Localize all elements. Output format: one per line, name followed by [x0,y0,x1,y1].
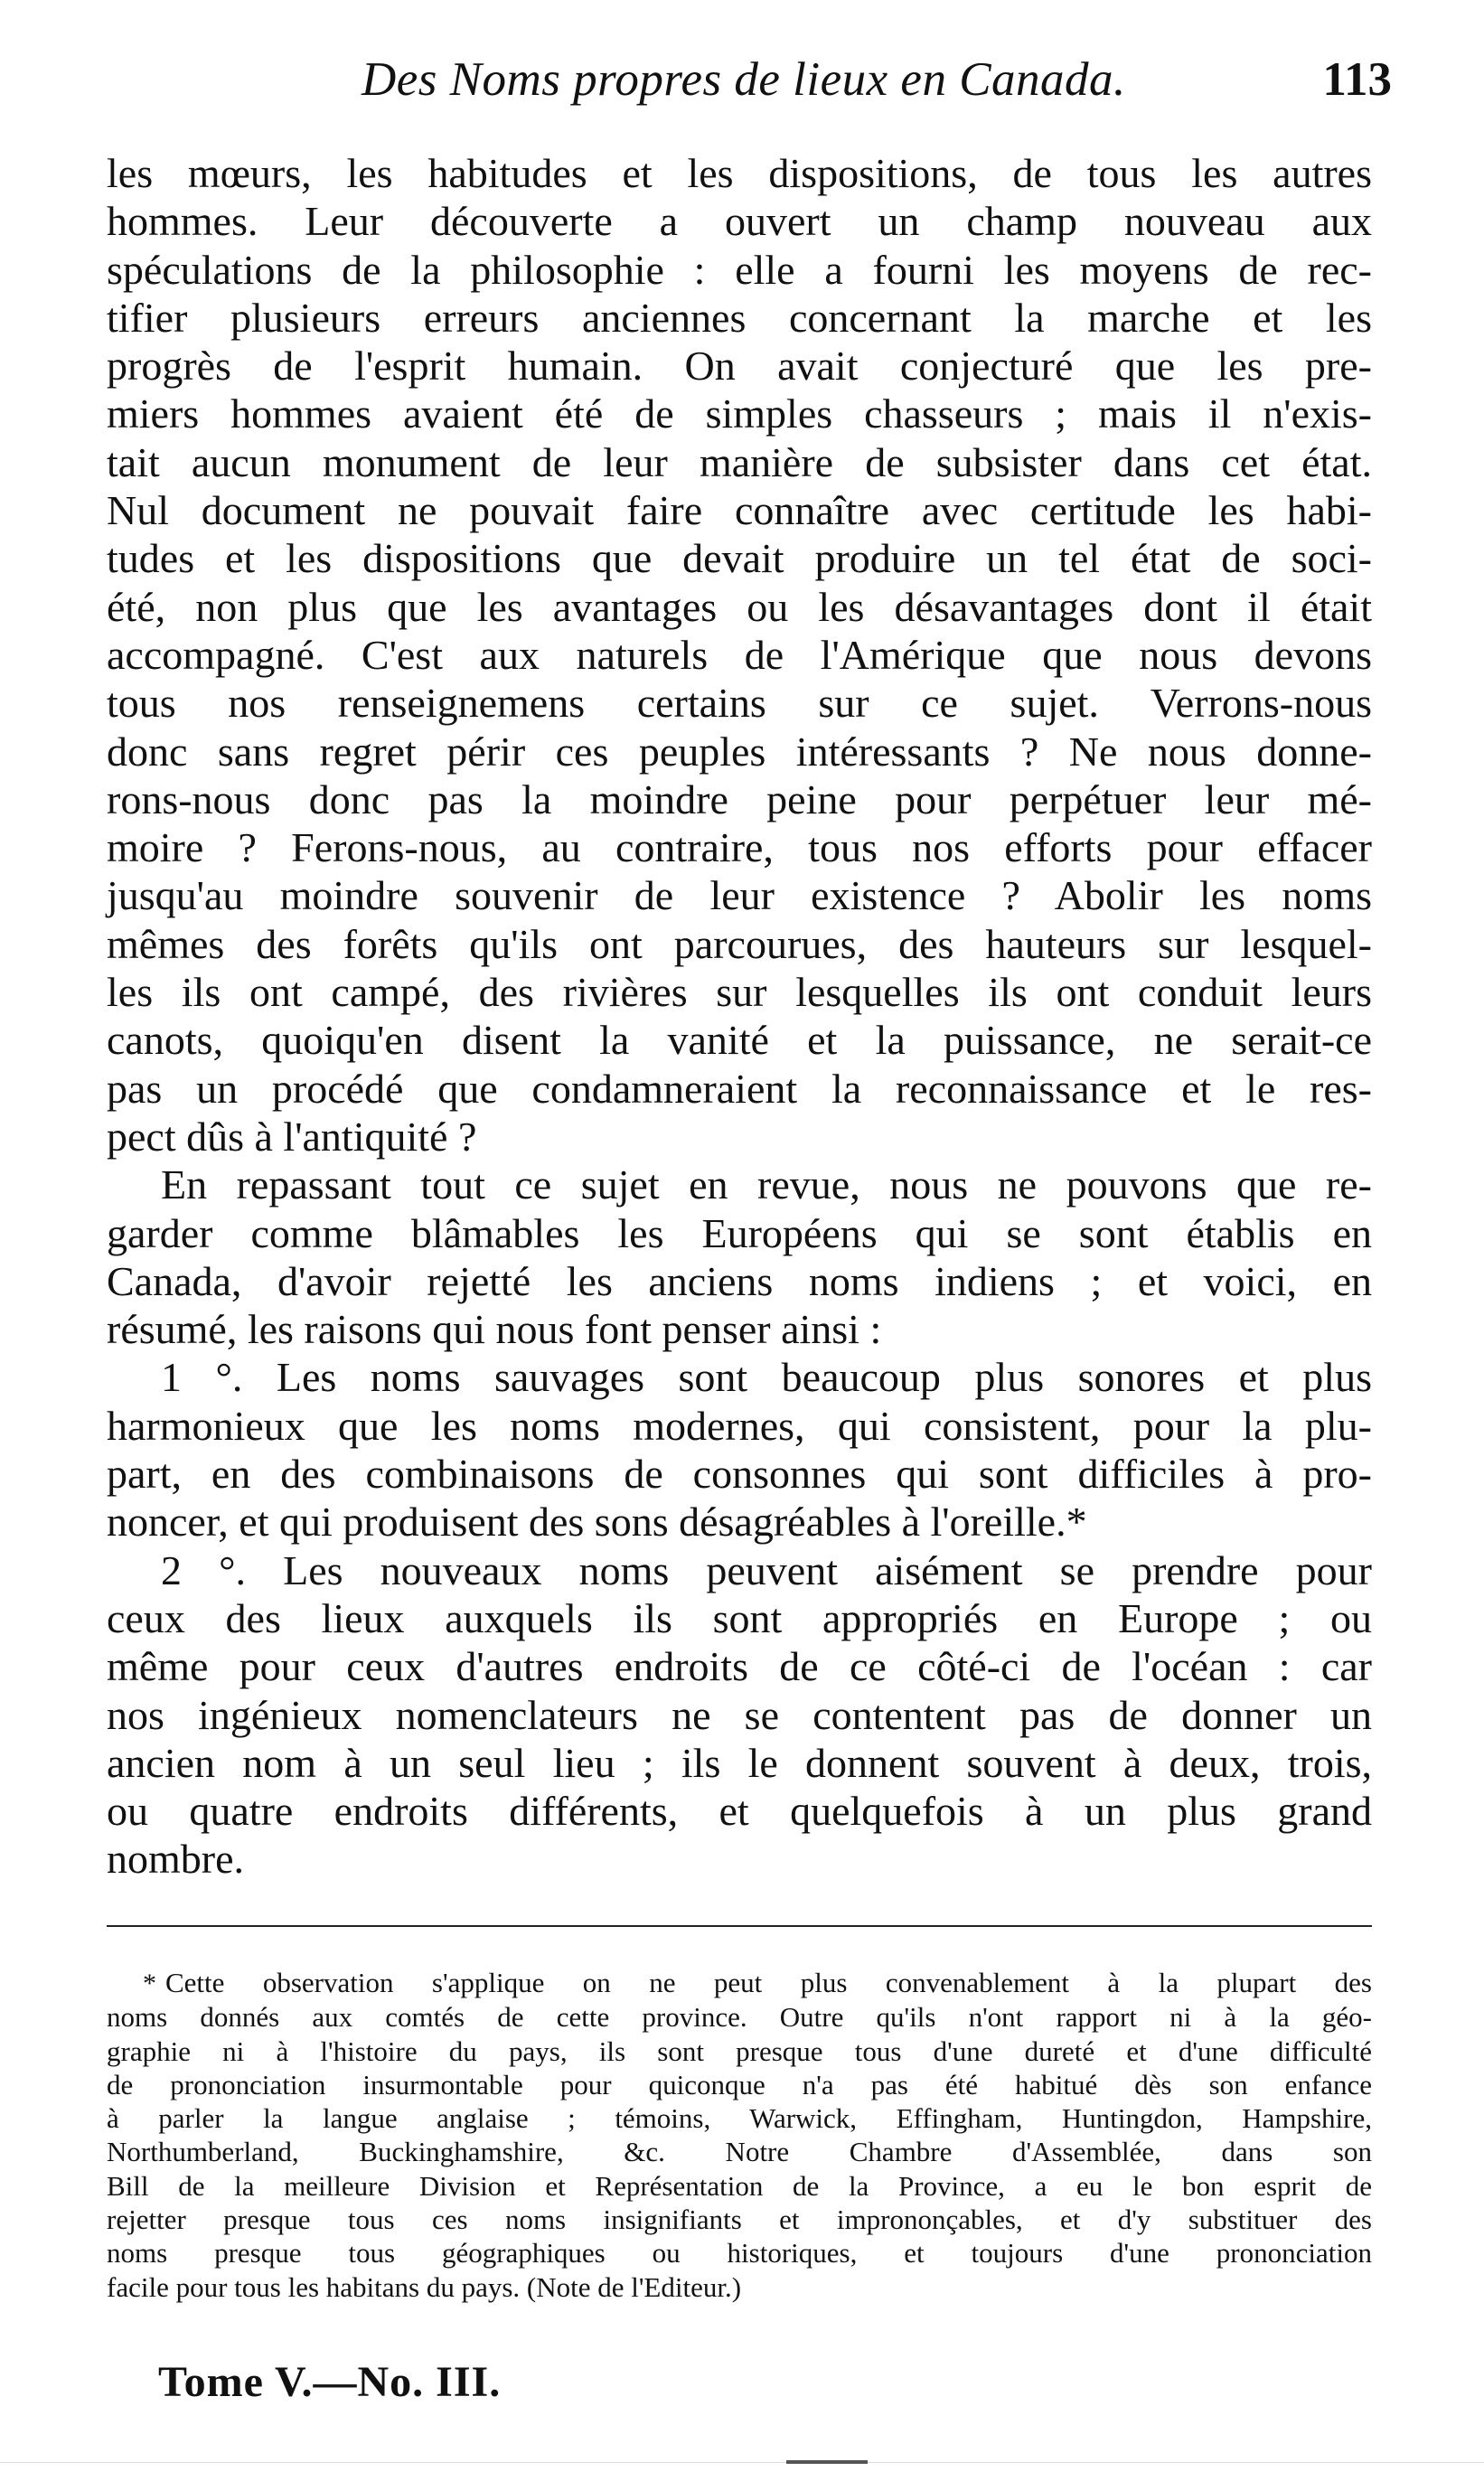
text-line: ceux des lieux auxquels ils sont appropriés en Europe ; ou [107,1594,1372,1641]
text-line: nombre. [107,1836,245,1883]
paragraph-2 [107,1161,1372,1353]
bottom-edge-mark [786,2460,868,2464]
paragraph-1 [107,149,1372,1161]
footnote-text: Cette observation s'applique on ne peut plus convenablement à la plupart des [165,1967,1372,1998]
footnote-line: de prononciation insurmontable pour quiconque n'a pas été habitué dès son enfance [107,2068,1372,2100]
text-line: pect dûs à l'antiquité ? [107,1113,477,1160]
text-line: garder comme blâmables les Européens qui se sont établis en [107,1209,1372,1256]
footnote-line: rejetter presque tous ces noms insignifiants et imprononçables, et d'y substituer des [107,2204,1372,2236]
footnote-divider [107,1925,1372,1927]
footnote-line: facile pour tous les habitans du pays. (Note de l'Editeur.) [107,2270,742,2303]
signature-mark: Tome V.—No. III. [158,2358,502,2406]
text-line: En repassant tout ce sujet en revue, nous ne pouvons que re- [161,1161,1372,1208]
text-line: rons-nous donc pas la moindre peine pour perpétuer leur mé- [107,775,1372,822]
text-line: résumé, les raisons qui nous font penser ainsi : [107,1306,882,1353]
text-line: même pour ceux d'autres endroits de ce côté-ci de l'océan : car [107,1643,1372,1690]
text-line: ancien nom à un seul lieu ; ils le donnent souvent à deux, trois, [107,1739,1372,1786]
text-line: ou quatre endroits différents, et quelquefois à un plus grand [107,1788,1372,1835]
text-line: nos ingénieux nomenclateurs ne se contentent pas de donner un [107,1691,1372,1738]
text-line: tudes et les dispositions que devait produire un tel état de soci- [107,535,1372,582]
text-line: part, en des combinaisons de consonnes qui sont difficiles à pro- [107,1451,1372,1498]
text-line: tait aucun monument de leur manière de subsister dans cet état. [107,438,1372,485]
text-line: jusqu'au moindre souvenir de leur existence ? Abolir les noms [107,872,1372,919]
footnote-marker: * [143,1969,156,1998]
text-line: été, non plus que les avantages ou les désavantages dont il était [107,583,1372,630]
text-line: miers hommes avaient été de simples chasseurs ; mais il n'exis- [107,390,1372,437]
footnote-line: Northumberland, Buckinghamshire, &c. Notre Chambre d'Assemblée, dans son [107,2136,1372,2168]
paragraph-3 [107,1353,1372,1546]
text-line: 1 °. Les noms sauvages sont beaucoup plus sonores et plus [161,1354,1372,1401]
text-line: tous nos renseignemens certains sur ce sujet. Verrons-nous [107,680,1372,727]
footnote-line: à parler la langue anglaise ; témoins, Warwick, Effingham, Huntingdon, Hampshire, [107,2102,1372,2135]
text-line: Canada, d'avoir rejetté les anciens noms indiens ; et voici, en [107,1257,1372,1304]
text-line: noncer, et qui produisent des sons désagréables à l'oreille.* [107,1499,1087,1546]
footnote-line: noms donnés aux comtés de cette province. Outre qu'ils n'ont rapport ni à la géo- [107,2001,1372,2034]
text-line: les mœurs, les habitudes et les dispositions, de tous les autres [107,150,1372,196]
running-title: Des Noms propres de lieux en Canada. [362,53,1126,106]
footnote-line: graphie ni à l'histoire du pays, ils sont presque tous d'une dureté et d'une difficulté [107,2035,1372,2067]
text-line: donc sans regret périr ces peuples intéressants ? Ne nous donne- [107,728,1372,775]
paragraph-4 [107,1546,1372,1884]
text-line: pas un procédé que condamneraient la reconnaissance et le res- [107,1065,1372,1112]
footnote [107,1966,1372,2304]
text-line: harmonieux que les noms modernes, qui consistent, pour la plu- [107,1402,1372,1449]
bottom-edge-line [0,2462,1484,2463]
text-line: canots, quoiqu'en disent la vanité et la puissance, ne serait-ce [107,1017,1372,1064]
footnote-line [107,1966,1372,2000]
footnote-line: noms presque tous géographiques ou historiques, et toujours d'une prononciation [107,2237,1372,2270]
text-line: mêmes des forêts qu'ils ont parcourues, des hauteurs sur lesquel- [107,920,1372,967]
text-line: tifier plusieurs erreurs anciennes concernant la marche et les [107,294,1372,341]
text-line: spéculations de la philosophie : elle a fourni les moyens de rec- [107,246,1372,293]
text-line: accompagné. C'est aux naturels de l'Amérique que nous devons [107,631,1372,678]
page-number: 113 [1322,53,1392,106]
body-text [107,149,1372,1884]
text-line: moire ? Ferons-nous, au contraire, tous nos efforts pour effacer [107,824,1372,871]
text-line: les ils ont campé, des rivières sur lesquelles ils ont conduit leurs [107,969,1372,1016]
footnote-line: Bill de la meilleure Division et Représentation de la Province, a eu le bon esprit de [107,2169,1372,2202]
text-line: 2 °. Les nouveaux noms peuvent aisément se prendre pour [161,1546,1372,1593]
text-line: hommes. Leur découverte a ouvert un champ nouveau aux [107,198,1372,245]
text-line: Nul document ne pouvait faire connaître avec certitude les habi- [107,487,1372,534]
text-line: progrès de l'esprit humain. On avait conjecturé que les pre- [107,343,1372,390]
running-header [362,52,1392,134]
